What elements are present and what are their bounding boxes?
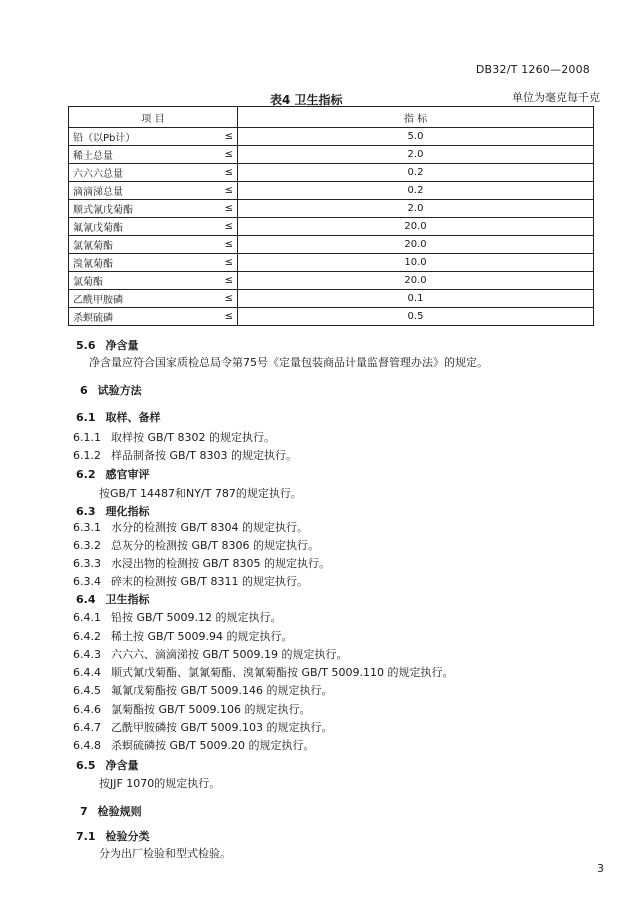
- section-text: [73, 429, 275, 445]
- section-text: [73, 447, 297, 463]
- clause-number: 6.3.1: [73, 521, 101, 534]
- clause-number: 6.3: [76, 505, 96, 518]
- clause-text: 铅按 GB/T 5009.12 的规定执行。: [111, 611, 282, 624]
- table-row: [69, 182, 594, 200]
- clause-number: 6.4.4: [73, 666, 101, 679]
- clause-number: 6.5: [76, 759, 96, 772]
- clause-number: 6.4.3: [73, 648, 101, 661]
- clause-text: 检验规则: [97, 805, 142, 818]
- table-body: [69, 128, 594, 326]
- table-row: [69, 254, 594, 272]
- section-heading: [80, 382, 142, 398]
- clause-number: 7.1: [76, 830, 96, 843]
- clause-text: 净含量: [105, 759, 139, 772]
- section-heading: [76, 409, 161, 425]
- clause-text: 样品制备按 GB/T 8303 的规定执行。: [111, 449, 297, 462]
- section-heading: [76, 503, 150, 519]
- row-operator: ≤: [215, 308, 238, 326]
- row-limit-value: 2.0: [238, 200, 594, 218]
- row-operator: ≤: [215, 236, 238, 254]
- section-text: [73, 737, 314, 753]
- table-row: [69, 236, 594, 254]
- page-number: 3: [597, 862, 604, 875]
- clause-text: 净含量: [105, 339, 139, 352]
- clause-text: 氯菊酯按 GB/T 5009.106 的规定执行。: [111, 703, 311, 716]
- row-operator: ≤: [215, 254, 238, 272]
- section-heading: [76, 591, 150, 607]
- clause-number: 6.4.8: [73, 739, 101, 752]
- table-row: [69, 200, 594, 218]
- row-operator: ≤: [215, 200, 238, 218]
- clause-number: 6.4.1: [73, 611, 101, 624]
- clause-text: 试验方法: [97, 384, 142, 397]
- table-row: [69, 146, 594, 164]
- section-heading: [76, 828, 150, 844]
- clause-text: 按JJF 1070的规定执行。: [99, 777, 221, 790]
- clause-number: 6.2: [76, 468, 96, 481]
- clause-number: 6.1.2: [73, 449, 101, 462]
- clause-number: 7: [80, 805, 88, 818]
- table-unit: 单位为毫克每千克: [512, 91, 600, 104]
- section-text: [73, 537, 319, 553]
- table-row: [69, 308, 594, 326]
- row-operator: ≤: [215, 164, 238, 182]
- clause-text: 稀土按 GB/T 5009.94 的规定执行。: [111, 630, 293, 643]
- standard-code: DB32/T 1260—2008: [475, 63, 590, 76]
- table-caption: 表4 卫生指标: [270, 93, 343, 107]
- clause-number: 6.4.6: [73, 703, 101, 716]
- section-text: [73, 573, 308, 589]
- clause-text: 水分的检测按 GB/T 8304 的规定执行。: [111, 521, 308, 534]
- clause-number: 6.1.1: [73, 431, 101, 444]
- table-row: [69, 128, 594, 146]
- section-text: [73, 646, 347, 662]
- row-item-name: 溴氰菊酯: [69, 254, 216, 272]
- row-item-name: 氯菊酯: [69, 272, 216, 290]
- section-heading: [76, 337, 139, 353]
- row-operator: ≤: [215, 182, 238, 200]
- clause-number: 6.4.7: [73, 721, 101, 734]
- clause-text: 氟氰戊菊酯按 GB/T 5009.146 的规定执行。: [111, 684, 333, 697]
- row-item-name: 顺式氰戊菊酯: [69, 200, 216, 218]
- row-item-name: 氯氰菊酯: [69, 236, 216, 254]
- clause-text: 按GB/T 14487和NY/T 787的规定执行。: [99, 487, 302, 500]
- clause-number: 6: [80, 384, 88, 397]
- clause-text: 分为出厂检验和型式检验。: [99, 847, 231, 860]
- table-row: [69, 272, 594, 290]
- section-heading: [80, 803, 142, 819]
- section-text: [73, 682, 332, 698]
- section-text: [73, 609, 281, 625]
- row-limit-value: 20.0: [238, 218, 594, 236]
- row-limit-value: 0.2: [238, 164, 594, 182]
- section-text: [99, 485, 302, 501]
- clause-text: 乙酰甲胺磷按 GB/T 5009.103 的规定执行。: [111, 721, 333, 734]
- table-row: [69, 290, 594, 308]
- row-item-name: 稀土总量: [69, 146, 216, 164]
- clause-text: 取样按 GB/T 8302 的规定执行。: [111, 431, 275, 444]
- section-text: [73, 555, 330, 571]
- clause-text: 卫生指标: [105, 593, 150, 606]
- section-text: [73, 664, 453, 680]
- clause-text: 取样、备样: [105, 411, 161, 424]
- row-item-name: 滴滴涕总量: [69, 182, 216, 200]
- clause-text: 碎末的检测按 GB/T 8311 的规定执行。: [111, 575, 308, 588]
- clause-text: 感官审评: [105, 468, 150, 481]
- section-heading: [76, 466, 150, 482]
- clause-number: 6.3.4: [73, 575, 101, 588]
- clause-text: 杀螟硫磷按 GB/T 5009.20 的规定执行。: [111, 739, 315, 752]
- clause-number: 6.4: [76, 593, 96, 606]
- row-item-name: 乙酰甲胺磷: [69, 290, 216, 308]
- clause-number: 6.4.2: [73, 630, 101, 643]
- clause-text: 净含量应符合国家质检总局令第75号《定量包装商品计量监督管理办法》的规定。: [89, 356, 488, 369]
- row-item-name: 氟氰戊菊酯: [69, 218, 216, 236]
- clause-number: 6.1: [76, 411, 96, 424]
- row-operator: ≤: [215, 128, 238, 146]
- row-limit-value: 0.5: [238, 308, 594, 326]
- clause-number: 6.3.3: [73, 557, 101, 570]
- clause-text: 理化指标: [105, 505, 150, 518]
- clause-text: 顺式氰戊菊酯、氯氰菊酯、溴氰菊酯按 GB/T 5009.110 的规定执行。: [111, 666, 454, 679]
- row-limit-value: 20.0: [238, 272, 594, 290]
- row-limit-value: 0.2: [238, 182, 594, 200]
- row-item-name: 杀螟硫磷: [69, 308, 216, 326]
- row-operator: ≤: [215, 290, 238, 308]
- row-item-name: 铅（以Pb计）: [69, 128, 216, 146]
- section-text: [89, 354, 488, 370]
- table-row: [69, 164, 594, 182]
- section-text: [73, 519, 308, 535]
- clause-text: 六六六、滴滴涕按 GB/T 5009.19 的规定执行。: [111, 648, 348, 661]
- hygiene-indicators-table: [68, 106, 594, 326]
- section-text: [99, 775, 220, 791]
- row-operator: ≤: [215, 218, 238, 236]
- row-limit-value: 10.0: [238, 254, 594, 272]
- row-limit-value: 0.1: [238, 290, 594, 308]
- clause-text: 水浸出物的检测按 GB/T 8305 的规定执行。: [111, 557, 330, 570]
- row-operator: ≤: [215, 272, 238, 290]
- section-text: [73, 628, 292, 644]
- table-header-row: [69, 107, 594, 128]
- row-operator: ≤: [215, 146, 238, 164]
- section-text: [73, 719, 332, 735]
- section-heading: [76, 757, 139, 773]
- clause-text: 总灰分的检测按 GB/T 8306 的规定执行。: [111, 539, 319, 552]
- clause-text: 检验分类: [105, 830, 150, 843]
- row-limit-value: 5.0: [238, 128, 594, 146]
- section-text: [73, 701, 310, 717]
- clause-number: 6.4.5: [73, 684, 101, 697]
- clause-number: 6.3.2: [73, 539, 101, 552]
- clause-number: 5.6: [76, 339, 96, 352]
- row-limit-value: 2.0: [238, 146, 594, 164]
- table-row: [69, 218, 594, 236]
- column-header-value: 指 标: [238, 107, 594, 128]
- row-item-name: 六六六总量: [69, 164, 216, 182]
- section-text: [99, 845, 231, 861]
- column-header-item: 项 目: [69, 107, 238, 128]
- row-limit-value: 20.0: [238, 236, 594, 254]
